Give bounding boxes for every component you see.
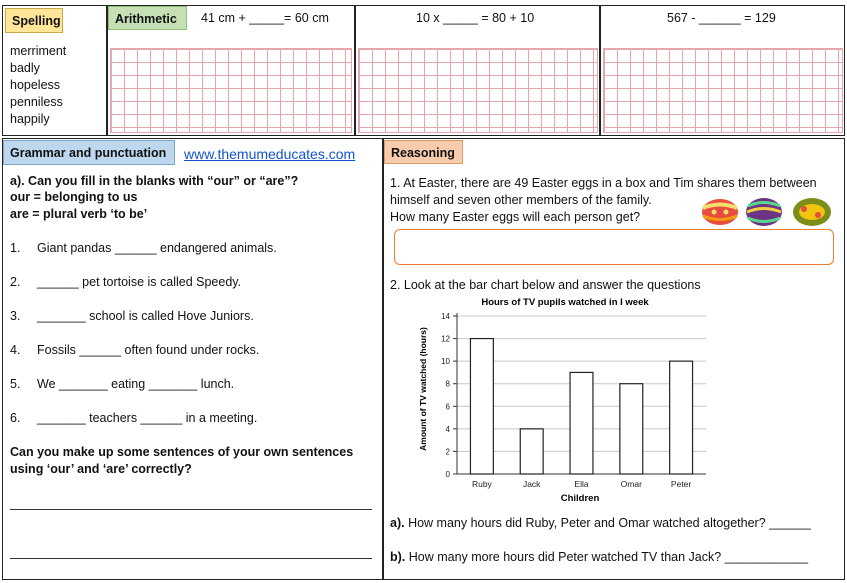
website-link[interactable]: www.themumeducates.com xyxy=(184,146,356,162)
arithmetic-problem-1: 41 cm + _____= 60 cm xyxy=(201,11,329,25)
own-sentences-prompt-2: using ‘our’ and ‘are’ correctly? xyxy=(10,462,192,476)
question-number: 6. xyxy=(10,411,21,425)
question-text: ______ pet tortoise is called Speedy. xyxy=(37,275,242,289)
q1-answer-box[interactable] xyxy=(394,229,834,265)
chart-bar xyxy=(670,361,693,474)
chart-title: Hours of TV pupils watched in I week xyxy=(481,297,649,308)
reasoning-q1-line3: How many Easter eggs will each person get? xyxy=(390,210,641,224)
spelling-word: penniless xyxy=(10,95,63,109)
chart-bar xyxy=(570,372,593,474)
arithmetic-problem-3: 567 - ______ = 129 xyxy=(667,11,776,25)
spelling-word: hopeless xyxy=(10,78,61,92)
easter-egg-icon xyxy=(702,199,738,225)
grammar-panel xyxy=(2,138,383,580)
reasoning-qb xyxy=(390,550,808,564)
question-text: We _______ eating _______ lunch. xyxy=(37,377,235,391)
question-text: Fossils ______ often found under rocks. xyxy=(37,343,260,357)
chart-x-tick-label: Ella xyxy=(574,479,589,489)
reasoning-q1: 1. At Easter, there are 49 Easter eggs in a box and Tim shares them between xyxy=(390,176,817,190)
chart-y-tick-label: 4 xyxy=(445,424,450,434)
question-text: Giant pandas ______ endangered animals. xyxy=(37,241,277,255)
grammar-heading: a). Can you fill in the blanks with “our” or “are”? xyxy=(10,174,299,188)
grammar-title: Grammar and punctuation xyxy=(3,140,175,165)
chart-ylabel: Amount of TV watched (hours) xyxy=(418,327,428,451)
spelling-word: happily xyxy=(10,112,50,126)
tv-hours-bar-chart xyxy=(410,293,710,508)
question-number: 1. xyxy=(10,241,21,255)
chart-x-tick-label: Omar xyxy=(620,479,642,489)
spelling-title: Spelling xyxy=(5,8,63,33)
question-number: 2. xyxy=(10,275,21,289)
chart-x-tick-label: Ruby xyxy=(471,479,492,489)
working-grid-2[interactable] xyxy=(358,48,598,133)
easter-egg-icon xyxy=(746,198,782,226)
chart-y-tick-label: 14 xyxy=(441,312,450,321)
chart-y-tick-label: 8 xyxy=(445,379,450,389)
own-sentences-prompt: Can you make up some sentences of your own sentences xyxy=(10,445,354,459)
chart-bar xyxy=(520,429,543,474)
reasoning-title: Reasoning xyxy=(384,140,463,164)
chart-x-tick-label: Peter xyxy=(670,479,692,489)
question-number: 5. xyxy=(10,377,21,391)
easter-eggs-illustration xyxy=(700,195,835,229)
grammar-question xyxy=(10,343,259,357)
chart-y-tick-label: 10 xyxy=(441,357,450,367)
easter-egg-icon xyxy=(793,198,831,226)
grammar-question xyxy=(10,241,277,255)
chart-bar xyxy=(470,339,493,474)
reasoning-q2: 2. Look at the bar chart below and answer the questions xyxy=(390,278,701,292)
grammar-question xyxy=(10,411,257,425)
question-text: _______ teachers ______ in a meeting. xyxy=(37,411,258,425)
arithmetic-problem-2: 10 x _____ = 80 + 10 xyxy=(416,11,535,25)
chart-x-tick-label: Jack xyxy=(522,479,541,489)
qb-label: b). xyxy=(390,550,406,564)
question-number: 4. xyxy=(10,343,21,357)
chart-bar xyxy=(620,384,643,474)
working-grid-1[interactable] xyxy=(110,48,352,133)
qa-text: How many hours did Ruby, Peter and Omar watched altogether? ______ xyxy=(404,516,811,530)
chart-y-tick-label: 0 xyxy=(445,470,450,479)
writing-line[interactable] xyxy=(10,509,372,510)
question-text: _______ school is called Hove Juniors. xyxy=(37,309,254,323)
spelling-word: merriment xyxy=(10,44,67,58)
definition-our: our = belonging to us xyxy=(10,190,138,204)
grammar-question xyxy=(10,309,254,323)
arithmetic-title: Arithmetic xyxy=(108,6,187,30)
definition-are: are = plural verb ‘to be’ xyxy=(10,207,148,221)
working-grid-3[interactable] xyxy=(603,48,843,133)
chart-y-tick-label: 6 xyxy=(445,402,450,412)
chart-y-tick-label: 12 xyxy=(441,334,450,344)
qa-label: a). xyxy=(390,516,405,530)
spelling-word-list xyxy=(10,43,66,128)
question-number: 3. xyxy=(10,309,21,323)
qb-text: How many more hours did Peter watched TV than Jack? ____________ xyxy=(405,550,809,564)
reasoning-qa xyxy=(390,516,811,530)
grammar-question xyxy=(10,275,241,289)
chart-xlabel: Children xyxy=(560,493,600,504)
grammar-question xyxy=(10,377,234,391)
chart-y-tick-label: 2 xyxy=(445,447,450,457)
spelling-word: badly xyxy=(10,61,40,75)
reasoning-q1-line2: himself and seven other members of the family. xyxy=(390,193,652,207)
writing-line[interactable] xyxy=(10,558,372,559)
